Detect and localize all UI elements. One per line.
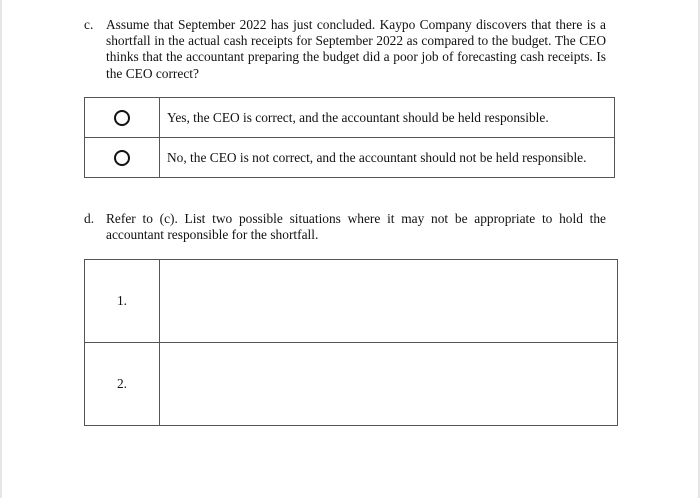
page-edge-left	[0, 0, 2, 498]
answer-row-1	[85, 260, 618, 343]
option-yes-radio-cell[interactable]	[85, 98, 160, 138]
option-yes-label[interactable]: Yes, the CEO is correct, and the accountant should be held responsible.	[160, 98, 615, 138]
question-c	[84, 17, 606, 82]
question-d-text: Refer to (c). List two possible situations where it may not be appropriate to hold the accountant responsible for the shortfall.	[106, 211, 606, 243]
option-no-label[interactable]: No, the CEO is not correct, and the accountant should not be held responsible.	[160, 138, 615, 178]
question-d-letter: d.	[84, 211, 95, 226]
answer-row-2	[85, 343, 618, 426]
options-table	[84, 97, 615, 178]
question-d	[84, 211, 606, 243]
answer-1-number: 1.	[85, 260, 160, 343]
option-no-radio-cell[interactable]	[85, 138, 160, 178]
answer-2-number: 2.	[85, 343, 160, 426]
answer-1-field[interactable]	[160, 260, 618, 343]
option-yes-radio[interactable]	[114, 110, 130, 126]
option-no-radio[interactable]	[114, 150, 130, 166]
option-row-no[interactable]	[85, 138, 615, 178]
answer-2-field[interactable]	[160, 343, 618, 426]
question-c-letter: c.	[84, 17, 94, 32]
question-c-text: Assume that September 2022 has just concluded. Kaypo Company discovers that there is a shortfall in the actual cash receipts for September 2022 as compared to the budget. The CEO thinks that the accountant preparing the budget did a poor job of forecasting cash receipts. Is the CEO correct?	[106, 17, 606, 81]
answers-table	[84, 259, 618, 426]
option-row-yes[interactable]	[85, 98, 615, 138]
